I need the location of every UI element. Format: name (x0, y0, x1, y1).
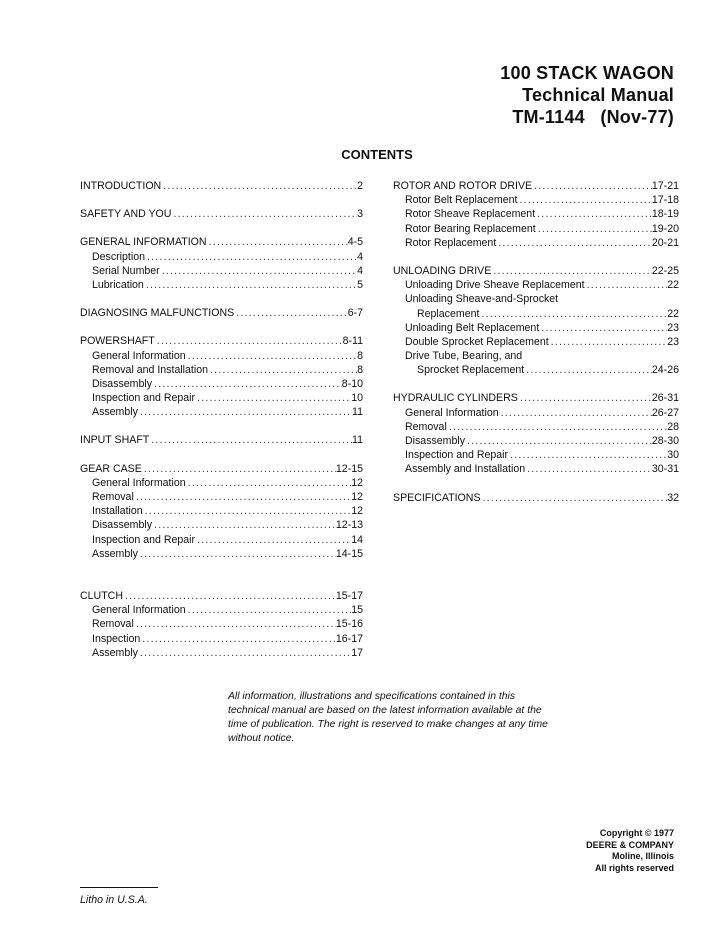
toc-leader-dots (138, 646, 351, 660)
toc-page-number: 5 (357, 278, 363, 291)
toc-leader-dots (536, 222, 652, 236)
toc-leader-dots (508, 448, 667, 462)
copyright-line: Copyright © 1977 (599, 828, 674, 838)
toc-leader-dots (496, 236, 652, 250)
toc-leader-dots (152, 518, 336, 532)
toc-spacer (80, 419, 363, 433)
toc-entry-title: Rotor Bearing Replacement (405, 222, 536, 235)
toc-subsection-entry (80, 476, 363, 490)
toc-subsection-entry (393, 193, 679, 207)
toc-leader-dots (186, 349, 357, 363)
toc-page-number: 26-27 (651, 406, 679, 419)
toc-spacer (80, 575, 363, 589)
toc-page-number: 10 (351, 392, 363, 405)
toc-spacer (80, 561, 363, 575)
toc-leader-dots (123, 589, 336, 603)
toc-entry-title: Assembly (92, 646, 138, 659)
toc-subsection-entry (393, 307, 679, 321)
toc-leader-dots (149, 433, 352, 447)
toc-subsection-entry (80, 518, 363, 532)
toc-leader-dots (447, 420, 667, 434)
printing-note: Litho in U.S.A. (80, 894, 148, 906)
toc-subsection-entry (80, 603, 363, 617)
toc-section-entry (80, 334, 363, 348)
toc-entry-title: General Information (92, 349, 186, 362)
toc-leader-dots (207, 235, 348, 249)
toc-subsection-entry (80, 547, 363, 561)
toc-page-number: 14-15 (335, 547, 363, 560)
toc-entry-title: Lubrication (92, 278, 144, 291)
toc-page-number: 23 (667, 321, 679, 334)
toc-page-number: 12 (351, 476, 363, 489)
toc-leader-dots (134, 617, 336, 631)
toc-entry-title: GENERAL INFORMATION (80, 236, 207, 249)
toc-leader-dots (161, 179, 357, 193)
toc-subsection-entry (393, 321, 679, 335)
toc-subsection-entry (80, 278, 363, 292)
toc-entry-title: Serial Number (92, 264, 160, 277)
toc-entry-title: Disassembly (92, 377, 153, 390)
toc-spacer (393, 250, 679, 264)
toc-page-number: 12-15 (335, 462, 363, 475)
toc-page-number: 15 (351, 604, 363, 617)
toc-page-number: 26-31 (651, 392, 679, 405)
toc-page-number: 18-19 (651, 208, 679, 221)
toc-subsection-entry (393, 222, 679, 236)
toc-spacer (393, 377, 679, 391)
toc-leader-dots (499, 406, 652, 420)
divider (80, 887, 158, 888)
toc-page-number: 28 (667, 420, 679, 433)
toc-page-number: 4 (357, 264, 363, 277)
toc-entry-title: Assembly and Installation (405, 463, 526, 476)
toc-subsection-entry (393, 207, 679, 221)
toc-leader-dots (171, 207, 357, 221)
toc-spacer (80, 193, 363, 207)
copyright-block (586, 828, 674, 874)
toc-entry-title: Disassembly (405, 435, 466, 447)
toc-page-number: 16-17 (335, 632, 363, 645)
toc-leader-dots (186, 603, 352, 617)
toc-entry-title: Inspection and Repair (92, 392, 196, 405)
toc-page-number: 4 (357, 250, 363, 263)
toc-page-number: 8 (357, 363, 363, 376)
toc-subsection-entry (80, 377, 363, 391)
toc-subsection-entry (393, 349, 679, 363)
toc-leader-dots (160, 264, 357, 278)
toc-section-entry (80, 433, 363, 447)
toc-subsection-entry (80, 490, 363, 504)
manual-title-block (500, 62, 674, 128)
toc-section-entry (80, 589, 363, 603)
toc-subsection-entry (80, 264, 363, 278)
toc-entry-title: Rotor Belt Replacement (405, 194, 518, 207)
toc-entry-title: Unloading Sheave-and-Sprocket (405, 293, 559, 306)
product-name: 100 STACK WAGON (500, 63, 674, 83)
toc-subsection-entry (80, 504, 363, 518)
toc-leader-dots (517, 193, 651, 207)
toc-page-number: 12 (351, 505, 363, 518)
toc-entry-title: Inspection and Repair (92, 533, 196, 546)
toc-entry-title: General Information (92, 604, 186, 617)
toc-section-entry (393, 391, 679, 405)
toc-entry-title: Removal and Installation (92, 363, 209, 376)
toc-page-number: 30-31 (651, 463, 679, 476)
toc-subsection-entry (80, 617, 363, 631)
toc-page-number: 28-30 (651, 435, 679, 447)
toc-entry-title: Sprocket Replacement (417, 364, 525, 377)
toc-subsection-entry (80, 632, 363, 646)
toc-subsection-entry (393, 406, 679, 420)
toc-subsection-entry (80, 391, 363, 405)
toc-page-number: 20-21 (651, 236, 679, 249)
toc-leader-dots (134, 490, 351, 504)
toc-leader-dots (524, 363, 652, 377)
toc-entry-title: Unloading Belt Replacement (405, 321, 540, 334)
toc-leader-dots (155, 334, 343, 348)
toc-page-number: 24-26 (651, 364, 679, 377)
toc-leader-dots (535, 207, 652, 221)
toc-entry-title: UNLOADING DRIVE (393, 264, 492, 277)
toc-page-number: 8 (357, 349, 363, 362)
toc-spacer (393, 477, 679, 491)
toc-leader-dots (558, 292, 679, 306)
toc-leader-dots (140, 632, 336, 646)
manual-type: Technical Manual (522, 85, 674, 105)
toc-page-number: 8-11 (342, 335, 363, 348)
toc-leader-dots (138, 547, 336, 561)
toc-leader-dots (539, 321, 667, 335)
toc-leader-dots (491, 264, 652, 278)
toc-entry-title: POWERSHAFT (80, 335, 155, 348)
toc-entry-title: Description (92, 250, 145, 263)
toc-leader-dots (532, 179, 652, 193)
toc-entry-title: HYDRAULIC CYLINDERS (393, 392, 518, 405)
toc-page-number: 8-10 (341, 377, 363, 390)
toc-page-number: 22-25 (651, 264, 679, 277)
rights-statement: All rights reserved (594, 862, 674, 873)
toc-section-entry (80, 235, 363, 249)
toc-entry-title: Assembly (92, 406, 138, 419)
toc-right-column (393, 179, 679, 505)
toc-left-column (80, 179, 363, 660)
toc-entry-title: Rotor Replacement (405, 236, 497, 249)
toc-entry-title: DIAGNOSING MALFUNCTIONS (80, 307, 235, 320)
toc-leader-dots (522, 349, 679, 363)
toc-leader-dots (144, 278, 357, 292)
toc-page-number: 12 (351, 491, 363, 503)
toc-subsection-entry (80, 646, 363, 660)
toc-subsection-entry (393, 462, 679, 476)
toc-leader-dots (208, 363, 357, 377)
toc-section-entry (393, 491, 679, 505)
toc-entry-title: General Information (92, 476, 186, 489)
toc-entry-title: INPUT SHAFT (80, 434, 150, 447)
toc-subsection-entry (393, 420, 679, 434)
toc-section-entry (80, 207, 363, 221)
toc-entry-title: ROTOR AND ROTOR DRIVE (393, 180, 533, 192)
toc-leader-dots (481, 491, 668, 505)
toc-page-number: 11 (352, 434, 363, 447)
toc-page-number: 23 (667, 335, 679, 348)
toc-entry-title: Rotor Sheave Replacement (405, 208, 536, 221)
toc-section-entry (80, 306, 363, 320)
toc-subsection-entry (393, 434, 679, 448)
manual-number: TM-1144 (Nov-77) (512, 107, 674, 127)
disclaimer-notice: All information, illustrations and specifications contained in this technical manual are based on the latest information available at the time of publication. The right is reserved to make changes at any time without notice. (228, 691, 548, 744)
toc-page-number: 17-18 (651, 194, 679, 207)
toc-entry-title: Removal (92, 618, 134, 631)
toc-subsection-entry (393, 335, 679, 349)
toc-section-entry (80, 462, 363, 476)
toc-page-number: 14 (351, 533, 363, 546)
toc-page-number: 11 (352, 406, 363, 419)
toc-section-entry (393, 179, 679, 193)
company-name: DEERE & COMPANY (586, 839, 674, 850)
toc-page-number: 15-17 (335, 589, 363, 602)
toc-entry-title: Drive Tube, Bearing, and (405, 350, 523, 363)
toc-spacer (80, 221, 363, 235)
toc-entry-title: Double Sprocket Replacement (405, 335, 549, 348)
toc-entry-title: Replacement (417, 307, 480, 320)
toc-leader-dots (195, 533, 351, 547)
toc-entry-title: Inspection and Repair (405, 449, 509, 462)
toc-leader-dots (234, 306, 347, 320)
toc-page-number: 2 (357, 180, 363, 192)
toc-subsection-entry (80, 363, 363, 377)
toc-subsection-entry (393, 278, 679, 292)
toc-entry-title: Removal (405, 420, 447, 433)
toc-section-entry (80, 179, 363, 193)
toc-entry-title: Disassembly (92, 519, 153, 532)
toc-subsection-entry (80, 349, 363, 363)
toc-entry-title: INTRODUCTION (80, 180, 162, 192)
toc-leader-dots (142, 462, 336, 476)
toc-leader-dots (549, 335, 668, 349)
toc-entry-title: Assembly (92, 547, 138, 560)
toc-spacer (80, 448, 363, 462)
toc-entry-title: SAFETY AND YOU (80, 208, 172, 221)
toc-page-number: 3 (357, 208, 363, 221)
toc-page-number: 22 (667, 307, 679, 320)
toc-leader-dots (518, 391, 652, 405)
toc-leader-dots (138, 405, 352, 419)
toc-leader-dots (585, 278, 668, 292)
toc-page-number: 4-5 (347, 236, 363, 249)
toc-subsection-entry (80, 405, 363, 419)
toc-entry-title: General Information (405, 406, 499, 419)
company-location: Moline, Illinois (611, 851, 674, 862)
toc-subsection-entry (393, 292, 679, 306)
toc-leader-dots (152, 377, 342, 391)
toc-entry-title: GEAR CASE (80, 462, 142, 475)
toc-page-number: 32 (667, 491, 679, 504)
toc-leader-dots (143, 504, 352, 518)
toc-page-number: 15-16 (335, 618, 363, 631)
toc-entry-title: Inspection (92, 632, 141, 645)
toc-section-entry (393, 264, 679, 278)
toc-entry-title: CLUTCH (80, 589, 123, 602)
toc-subsection-entry (393, 448, 679, 462)
toc-page-number: 19-20 (651, 222, 679, 235)
toc-leader-dots (186, 476, 352, 490)
toc-leader-dots (195, 391, 351, 405)
toc-entry-title: SPECIFICATIONS (393, 491, 481, 504)
toc-subsection-entry (80, 250, 363, 264)
toc-leader-dots (145, 250, 357, 264)
toc-entry-title: Removal (92, 491, 134, 503)
toc-subsection-entry (80, 533, 363, 547)
contents-heading: CONTENTS (341, 147, 413, 162)
toc-page-number: 17-21 (651, 180, 679, 192)
toc-leader-dots (465, 434, 652, 448)
toc-entry-title: Unloading Drive Sheave Replacement (405, 279, 585, 292)
toc-subsection-entry (393, 363, 679, 377)
toc-page-number: 17 (351, 646, 363, 659)
toc-page-number: 22 (667, 279, 679, 292)
toc-page-number: 6-7 (347, 307, 363, 320)
toc-page-number: 12-13 (335, 519, 363, 532)
toc-spacer (80, 292, 363, 306)
toc-leader-dots (479, 307, 667, 321)
toc-page-number: 30 (667, 449, 679, 462)
toc-entry-title: Installation (92, 505, 143, 518)
toc-spacer (80, 320, 363, 334)
toc-leader-dots (525, 462, 652, 476)
toc-subsection-entry (393, 236, 679, 250)
